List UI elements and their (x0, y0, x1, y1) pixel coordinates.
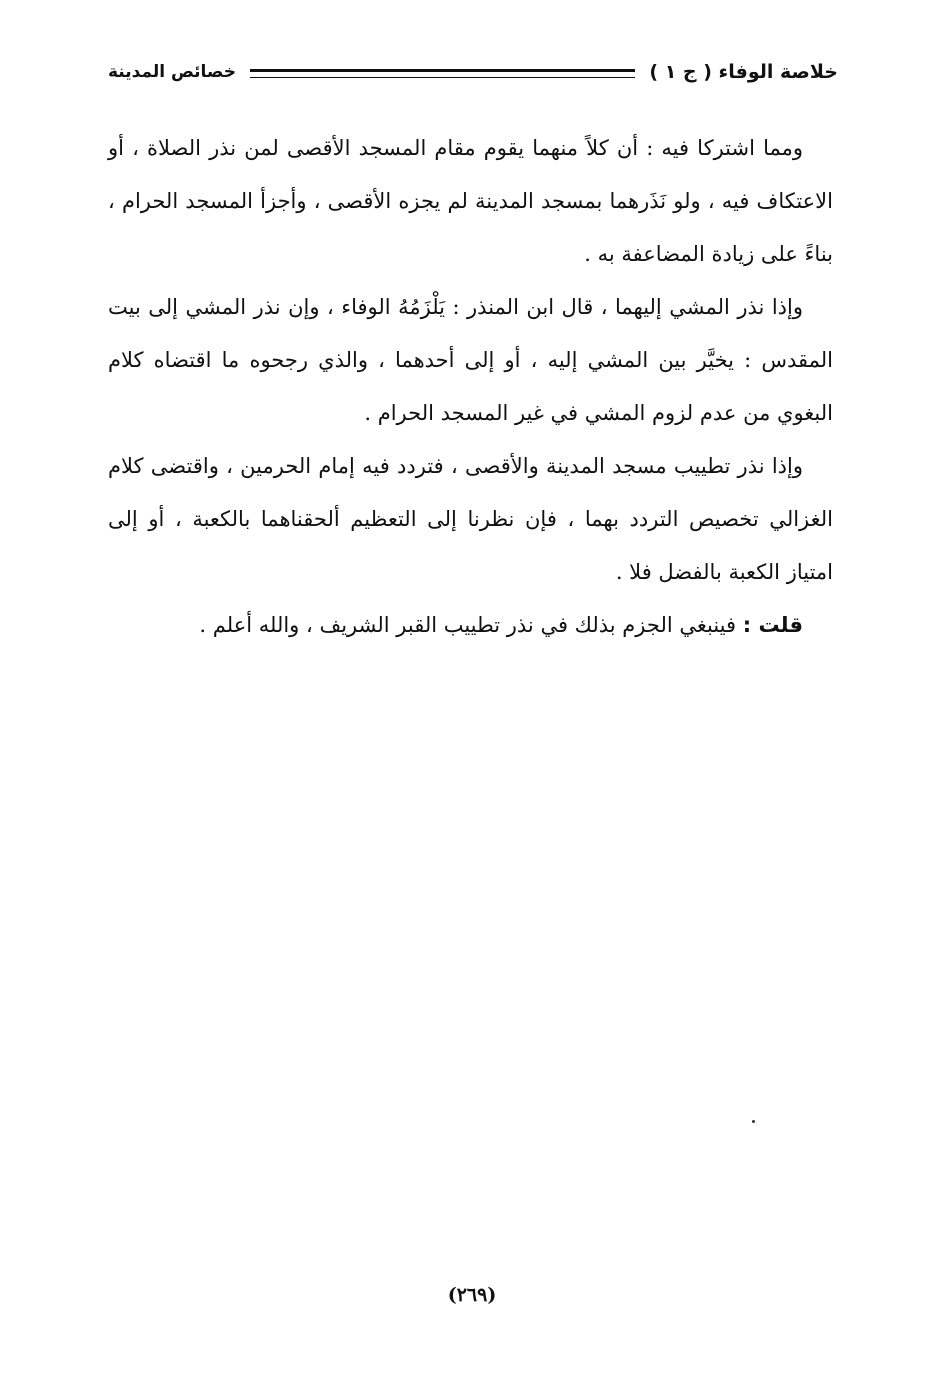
section-title: خصائص المدينة (108, 62, 236, 82)
body-text (108, 122, 833, 652)
scan-speck (752, 1120, 755, 1123)
paragraph-text: ومما اشتركا فيه : أن كلاً منهما يقوم مقام المسجد الأقصى لمن نذر الصلاة ، أو الاعتكاف فيه ، ولو نَذَرهما بمسجد المدينة لم يجزه الأقصى ، وأجزأ المسجد الحرام ، بناءً على زيادة المضاعفة به . (108, 136, 833, 266)
page-number: (٢٦٩) (447, 1284, 497, 1306)
header-rule (250, 69, 635, 78)
paragraph (108, 281, 833, 440)
paragraph (108, 599, 833, 652)
paragraph (108, 440, 833, 599)
paragraph-text: وإذا نذر المشي إليهما ، قال ابن المنذر : يَلْزَمُهُ الوفاء ، وإن نذر المشي إلى بيت المقدس : يخيَّر بين المشي إليه ، أو إلى أحدهما ، والذي رجحوه ما اقتضاه كلام البغوي من عدم لزوم المشي في غير المسجد الحرام . (108, 295, 833, 425)
paragraph (108, 122, 833, 281)
paragraph-text: فينبغي الجزم بذلك في نذر تطييب القبر الشريف ، والله أعلم . (199, 613, 737, 637)
paragraph-text: وإذا نذر تطييب مسجد المدينة والأقصى ، فتردد فيه إمام الحرمين ، واقتضى كلام الغزالي تخصيص التردد بهما ، فإن نظرنا إلى التعظيم ألحقناهما بالكعبة ، أو إلى امتياز الكعبة بالفضل فلا . (108, 454, 833, 584)
book-title: خلاصة الوفاء ( ج ١ ) (649, 61, 838, 83)
running-header (108, 52, 838, 92)
paragraph-lead: قلت : (742, 613, 803, 637)
